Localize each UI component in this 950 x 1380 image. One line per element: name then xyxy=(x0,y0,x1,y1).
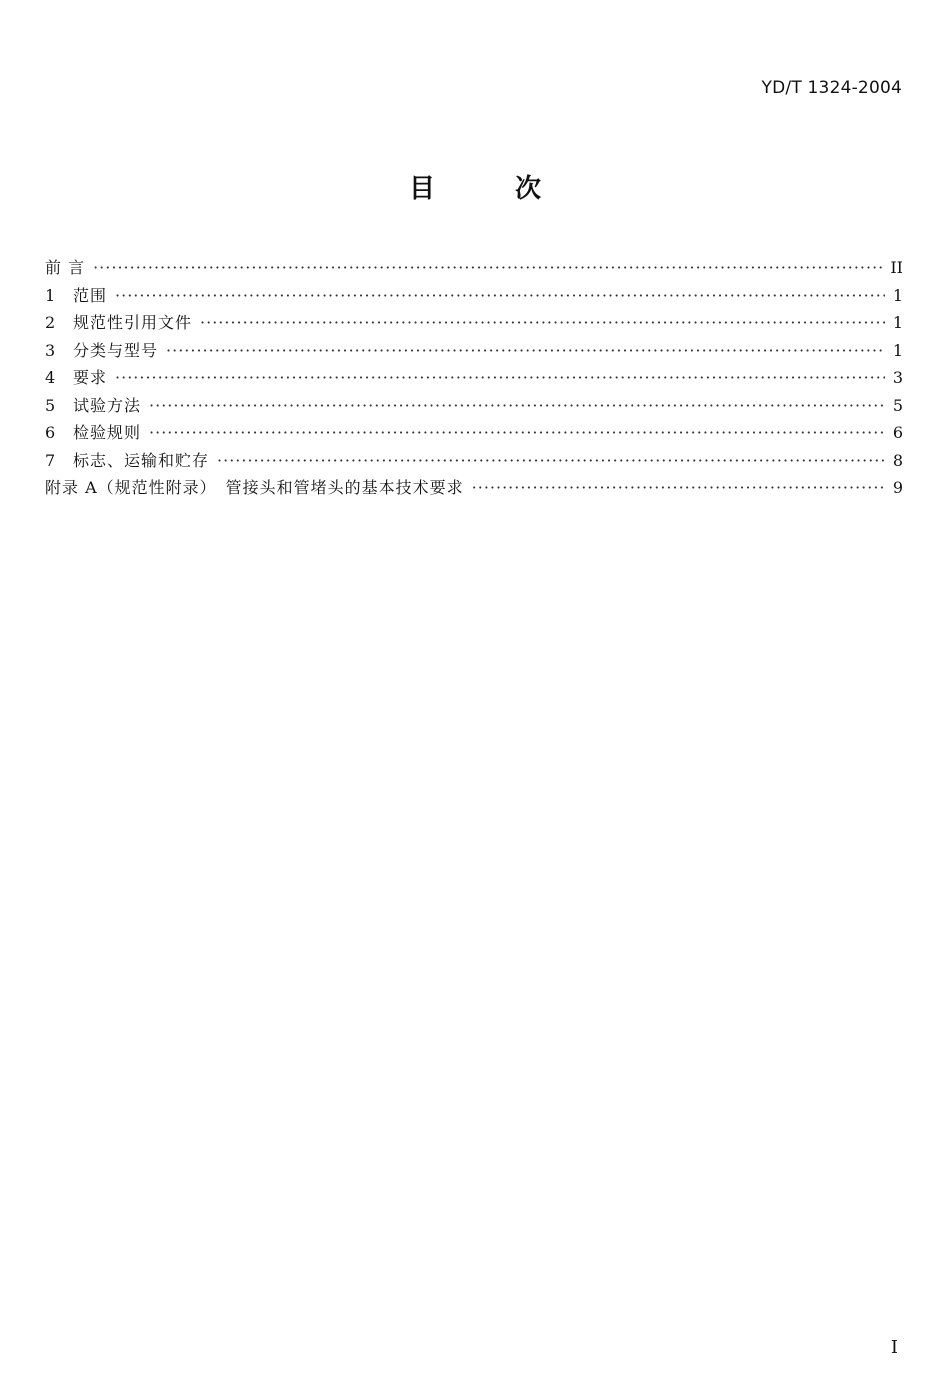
toc-entry-number: 4 xyxy=(45,368,56,387)
toc-entry-label: 分类与型号 xyxy=(73,340,159,360)
toc-dot-leader xyxy=(200,309,885,337)
toc-entry-page: 3 xyxy=(892,368,903,387)
toc-entry-page: 8 xyxy=(892,450,903,470)
toc-entry-page: 1 xyxy=(892,313,903,332)
toc-entry-label: 范围 xyxy=(73,285,108,305)
toc-dot-leader xyxy=(217,447,885,475)
toc-entry-number: 2 xyxy=(45,313,56,332)
toc-dot-leader xyxy=(115,282,885,310)
toc-entry-label: 附录 A（规范性附录） 管接头和管堵头的基本技术要求 xyxy=(45,478,464,497)
toc-entry-label: 检验规则 xyxy=(73,423,142,442)
toc-dot-leader xyxy=(149,392,885,420)
toc-entry-page: 9 xyxy=(892,478,903,497)
toc-dot-leader xyxy=(93,254,882,282)
toc-entry-number: 7 xyxy=(45,450,56,470)
toc-entry-page: 5 xyxy=(892,395,903,415)
toc-entry-4[interactable] xyxy=(45,364,903,392)
toc-entry-label: 规范性引用文件 xyxy=(73,313,193,332)
toc-entry-7[interactable] xyxy=(45,447,903,475)
toc-entry-label: 要求 xyxy=(73,368,108,387)
toc-entry-5[interactable] xyxy=(45,392,903,420)
toc-entry-page: II xyxy=(890,258,903,277)
toc-entry-page: 1 xyxy=(892,285,903,305)
toc-entry-label: 试验方法 xyxy=(73,395,142,415)
toc-entry-1[interactable] xyxy=(45,282,903,310)
page-title: 目次 xyxy=(408,174,621,204)
toc-entry-3[interactable] xyxy=(45,337,903,365)
toc-dot-leader xyxy=(115,364,885,392)
toc-dot-leader xyxy=(149,419,885,447)
page-number: I xyxy=(890,1337,898,1358)
toc-entry-number: 3 xyxy=(45,340,56,360)
toc-entry-appendix-a[interactable] xyxy=(45,474,903,502)
toc-entry-2[interactable] xyxy=(45,309,903,337)
table-of-contents xyxy=(45,254,903,502)
toc-entry-label: 前 言 xyxy=(45,258,86,277)
toc-entry-number: 1 xyxy=(45,285,56,305)
toc-entry-6[interactable] xyxy=(45,419,903,447)
toc-dot-leader xyxy=(472,474,885,502)
toc-entry-number: 6 xyxy=(45,423,56,442)
toc-entry-foreword[interactable] xyxy=(45,254,903,282)
standard-code: YD/T 1324-2004 xyxy=(761,78,902,98)
toc-dot-leader xyxy=(166,337,885,365)
toc-entry-page: 6 xyxy=(892,423,903,442)
toc-entry-label: 标志、运输和贮存 xyxy=(73,450,210,470)
toc-entry-page: 1 xyxy=(892,340,903,360)
toc-entry-number: 5 xyxy=(45,395,56,415)
